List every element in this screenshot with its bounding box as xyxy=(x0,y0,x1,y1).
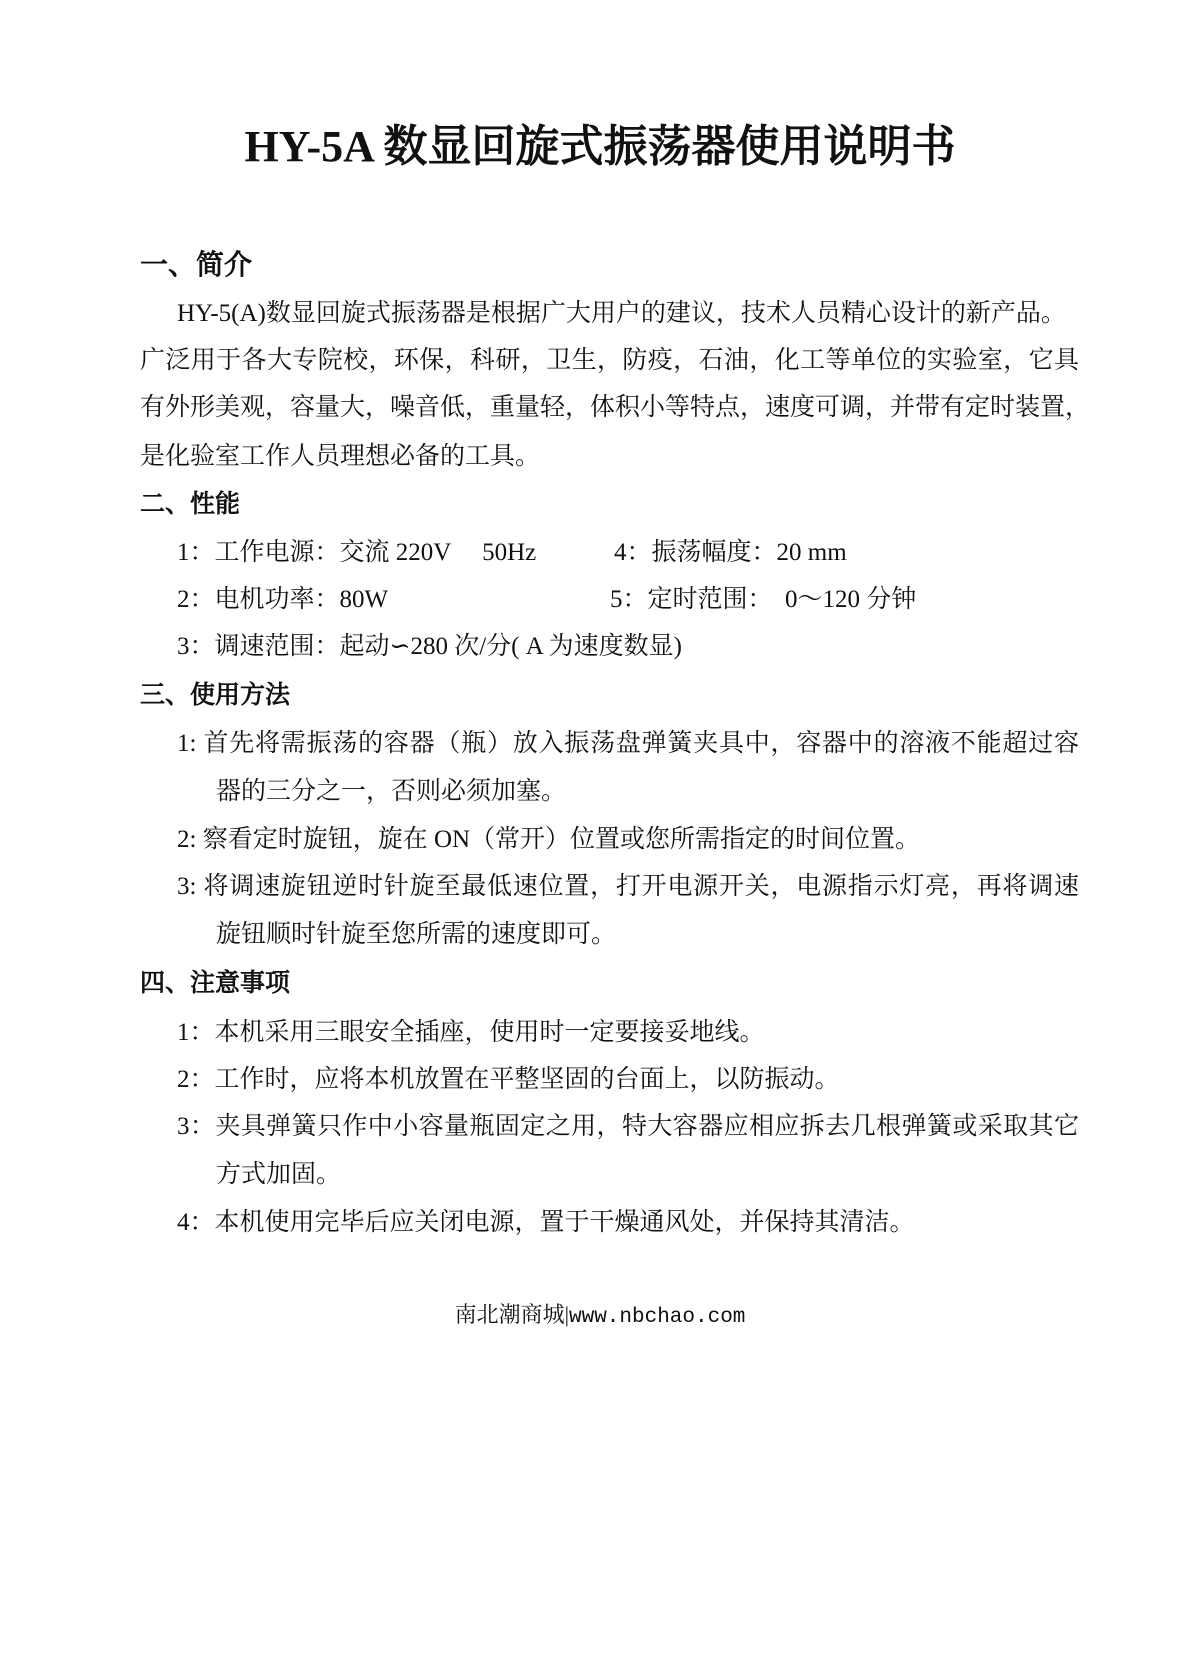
note-line: 4：本机使用完毕后应关闭电源，置于干燥通风处，并保持其清洁。 xyxy=(177,1209,915,1236)
spec-item: 3：调速范围：起动∽280 次/分( A 为速度数显) xyxy=(177,633,682,660)
usage-line: 3: 将调速旋钮逆时针旋至最低速位置，打开电源开关，电源指示灯亮，再将调速 xyxy=(177,873,1079,900)
note-line: 1：本机采用三眼安全插座，使用时一定要接妥地线。 xyxy=(177,1019,765,1046)
page-title: HY-5A 数显回旋式振荡器使用说明书 xyxy=(244,122,956,171)
spec-item: 2：电机功率：80W xyxy=(177,586,389,613)
usage-line: 2: 察看定时旋钮，旋在 ON（常开）位置或您所需指定的时间位置。 xyxy=(177,826,921,853)
intro-line: HY-5(A)数显回旋式振荡器是根据广大用户的建议，技术人员精心设计的新产品。 xyxy=(177,300,1066,327)
section-heading-performance: 二、性能 xyxy=(140,491,241,518)
intro-line: 广泛用于各大专院校，环保，科研，卫生，防疫，石油，化工等单位的实验室，它具 xyxy=(140,347,1079,374)
footer-url[interactable]: www.nbchao.com xyxy=(568,1306,746,1329)
section-heading-intro: 一、简介 xyxy=(140,250,253,281)
intro-line: 有外形美观，容量大，噪音低，重量轻，体积小等特点，速度可调，并带有定时装置， xyxy=(140,394,1091,421)
spec-item: 4：振荡幅度：20 mm xyxy=(614,539,847,566)
section-heading-notes: 四、注意事项 xyxy=(140,970,291,997)
footer xyxy=(0,1298,1200,1329)
section-heading-usage: 三、使用方法 xyxy=(140,682,291,709)
usage-line: 器的三分之一，否则必须加塞。 xyxy=(216,778,567,805)
usage-line: 1: 首先将需振荡的容器（瓶）放入振荡盘弹簧夹具中，容器中的溶液不能超过容 xyxy=(177,730,1079,757)
note-line: 3：夹具弹簧只作中小容量瓶固定之用，特大容器应相应拆去几根弹簧或采取其它 xyxy=(177,1113,1079,1140)
usage-line: 旋钮顺时针旋至您所需的速度即可。 xyxy=(216,921,617,948)
note-line: 方式加固。 xyxy=(216,1161,342,1188)
spec-item: 5：定时范围： 0～120 分钟 xyxy=(610,586,917,613)
footer-separator: | xyxy=(564,1302,569,1327)
note-line: 2：工作时，应将本机放置在平整坚固的台面上，以防振动。 xyxy=(177,1066,840,1093)
spec-item: 1：工作电源：交流 220V 50Hz xyxy=(177,539,537,566)
intro-line: 是化验室工作人员理想必备的工具。 xyxy=(140,443,541,470)
footer-brand: 南北潮商城 xyxy=(454,1302,565,1327)
